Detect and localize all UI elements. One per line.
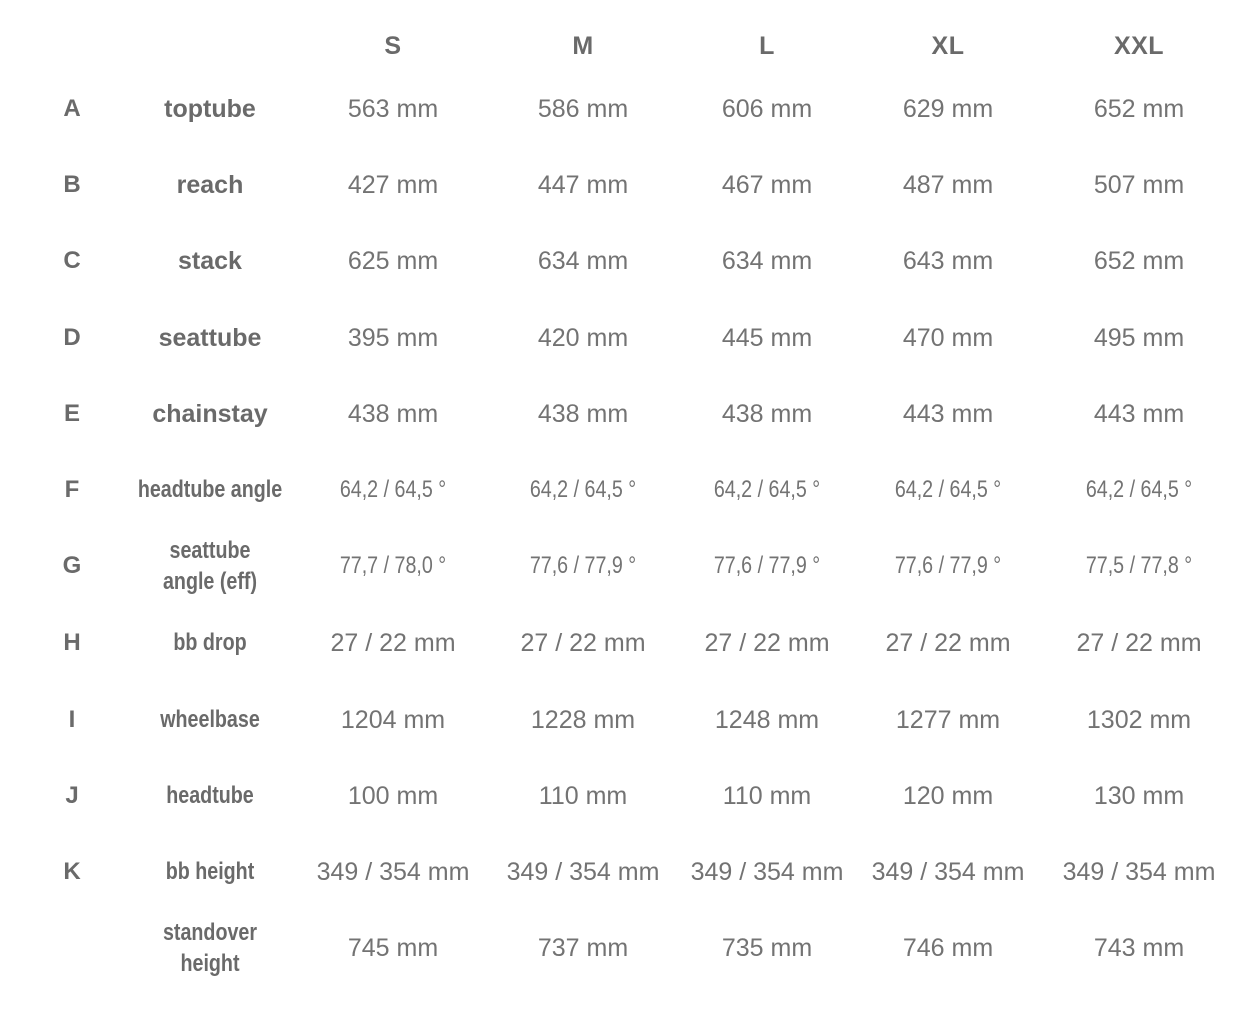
value-cell: 735 mm [721,933,813,962]
value-cell: 745 mm [347,933,439,962]
value-cell: 1228 mm [530,705,636,734]
table-row-seattube-angle [0,528,1256,604]
table-row-bb-drop [0,605,1256,681]
table-row-standover-height [0,910,1256,986]
value-cell: 652 mm [1093,94,1185,123]
value-cell: 27 / 22 mm [704,628,830,657]
table-row-wheelbase [0,682,1256,758]
value-cell: 447 mm [537,170,629,199]
value-cell: 563 mm [347,94,439,123]
value-cell: 27 / 22 mm [885,628,1011,657]
value-cell: 507 mm [1093,170,1185,199]
row-letter: E [63,400,80,427]
row-label: wheelbase [160,706,260,733]
table-row-toptube [0,71,1256,147]
value-cell: 634 mm [721,246,813,275]
row-letter: C [63,247,81,274]
value-cell: 643 mm [902,246,994,275]
value-cell: 443 mm [1093,399,1185,428]
row-letter: G [62,552,82,579]
row-label: reach [176,170,244,199]
value-cell: 606 mm [721,94,813,123]
row-letter: F [64,476,80,503]
value-cell: 737 mm [537,933,629,962]
value-cell: 77,6 / 77,9 ° [529,552,637,579]
row-label: stack [178,246,242,275]
value-cell: 110 mm [722,781,812,810]
value-cell: 438 mm [347,399,439,428]
value-cell: 427 mm [347,170,439,199]
row-label: seattube angle (eff) [162,537,258,595]
value-cell: 349 / 354 mm [1062,857,1216,886]
value-cell: 495 mm [1093,323,1185,352]
value-cell: 1248 mm [714,705,820,734]
value-cell: 395 mm [347,323,439,352]
value-cell: 634 mm [537,246,629,275]
size-header-xxl: XXL [1113,31,1165,60]
row-label: seattube [158,323,262,352]
value-cell: 77,6 / 77,9 ° [894,552,1002,579]
value-cell: 64,2 / 64,5 ° [1085,476,1193,503]
value-cell: 586 mm [537,94,629,123]
value-cell: 64,2 / 64,5 ° [894,476,1002,503]
value-cell: 652 mm [1093,246,1185,275]
row-letter: H [63,629,81,656]
value-cell: 77,7 / 78,0 ° [339,552,447,579]
row-letter: D [63,324,81,351]
value-cell: 349 / 354 mm [871,857,1025,886]
row-label: standover height [162,919,258,977]
value-cell: 27 / 22 mm [520,628,646,657]
value-cell: 130 mm [1093,781,1185,810]
value-cell: 1302 mm [1086,705,1192,734]
value-cell: 64,2 / 64,5 ° [339,476,447,503]
value-cell: 77,6 / 77,9 ° [713,552,821,579]
row-letter: J [65,782,79,809]
value-cell: 625 mm [347,246,439,275]
table-row-stack [0,223,1256,299]
row-label: headtube [166,782,254,809]
row-label: chainstay [152,399,268,428]
table-row-seattube [0,300,1256,376]
row-letter: A [63,95,81,122]
table-row-chainstay [0,376,1256,452]
value-cell: 27 / 22 mm [1076,628,1202,657]
value-cell: 64,2 / 64,5 ° [713,476,821,503]
row-label: bb drop [173,629,247,656]
value-cell: 349 / 354 mm [506,857,660,886]
value-cell: 438 mm [537,399,629,428]
value-cell: 470 mm [902,323,994,352]
table-row-headtube-angle [0,452,1256,528]
value-cell: 420 mm [537,323,629,352]
value-cell: 349 / 354 mm [316,857,470,886]
row-label: bb height [165,858,255,885]
value-cell: 1204 mm [340,705,446,734]
row-label: toptube [164,94,256,123]
table-row-reach [0,147,1256,223]
value-cell: 1277 mm [895,705,1001,734]
size-header-l: L [759,31,775,60]
value-cell: 77,5 / 77,8 ° [1085,552,1193,579]
value-cell: 64,2 / 64,5 ° [529,476,637,503]
value-cell: 445 mm [721,323,813,352]
value-cell: 120 mm [902,781,994,810]
size-header-xl: XL [931,31,965,60]
value-cell: 100 mm [347,781,439,810]
row-letter: K [63,858,81,885]
table-row-headtube [0,758,1256,834]
value-cell: 746 mm [902,933,994,962]
value-cell: 743 mm [1093,933,1185,962]
value-cell: 438 mm [721,399,813,428]
row-letter: I [68,706,76,733]
row-label: headtube angle [137,476,283,503]
row-letter [32,910,112,986]
value-cell: 27 / 22 mm [330,628,456,657]
value-cell: 467 mm [721,170,813,199]
value-cell: 110 mm [538,781,628,810]
value-cell: 629 mm [902,94,994,123]
table-row-bb-height [0,834,1256,910]
value-cell: 443 mm [902,399,994,428]
size-header-s: S [384,31,402,60]
value-cell: 487 mm [902,170,994,199]
size-header-m: M [572,31,594,60]
row-letter: B [63,171,81,198]
value-cell: 349 / 354 mm [690,857,844,886]
